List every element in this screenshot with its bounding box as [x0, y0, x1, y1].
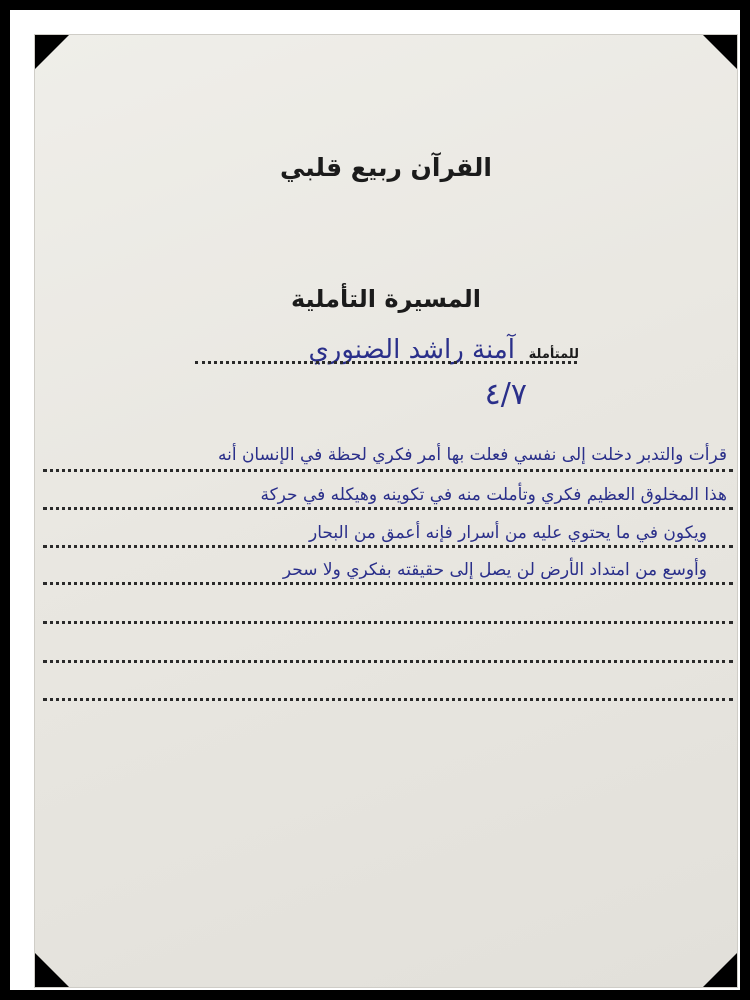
- body-line-1: قرأت والتدبر دخلت إلى نفسي فعلت بها أمر فكري لحظة في الإنسان أنه: [217, 445, 727, 465]
- name-dotted-line: [195, 361, 577, 364]
- dotted-line: [43, 621, 733, 624]
- dotted-line: [43, 698, 733, 701]
- dotted-line: [43, 507, 733, 510]
- body-line-2: هذا المخلوق العظيم فكري وتأملت منه في تكوينه وهيكله في حركة: [260, 485, 727, 505]
- body-line-3: ويكون في ما يحتوي عليه من أسرار فإنه أعمق من البحار: [309, 523, 707, 543]
- photo-corner: [703, 35, 737, 69]
- photo-frame: [10, 10, 740, 990]
- name-label: للمتأملة: [528, 347, 579, 362]
- photo-corner: [35, 953, 69, 987]
- photo-corner: [703, 953, 737, 987]
- dotted-line: [43, 469, 733, 472]
- page-title: القرآن ربيع قلبي: [280, 153, 492, 182]
- handwritten-date: ٤/٧: [484, 377, 527, 412]
- dotted-line: [43, 660, 733, 663]
- page-subtitle: المسيرة التأملية: [290, 285, 482, 313]
- dotted-line: [43, 545, 733, 548]
- body-line-4: وأوسع من امتداد الأرض لن يصل إلى حقيقته بفكري ولا سحر: [282, 560, 707, 580]
- handwritten-name: آمنة راشد الضنوري: [308, 335, 515, 365]
- dotted-line: [43, 582, 733, 585]
- photo-corner: [35, 35, 69, 69]
- paper-sheet: [34, 34, 738, 988]
